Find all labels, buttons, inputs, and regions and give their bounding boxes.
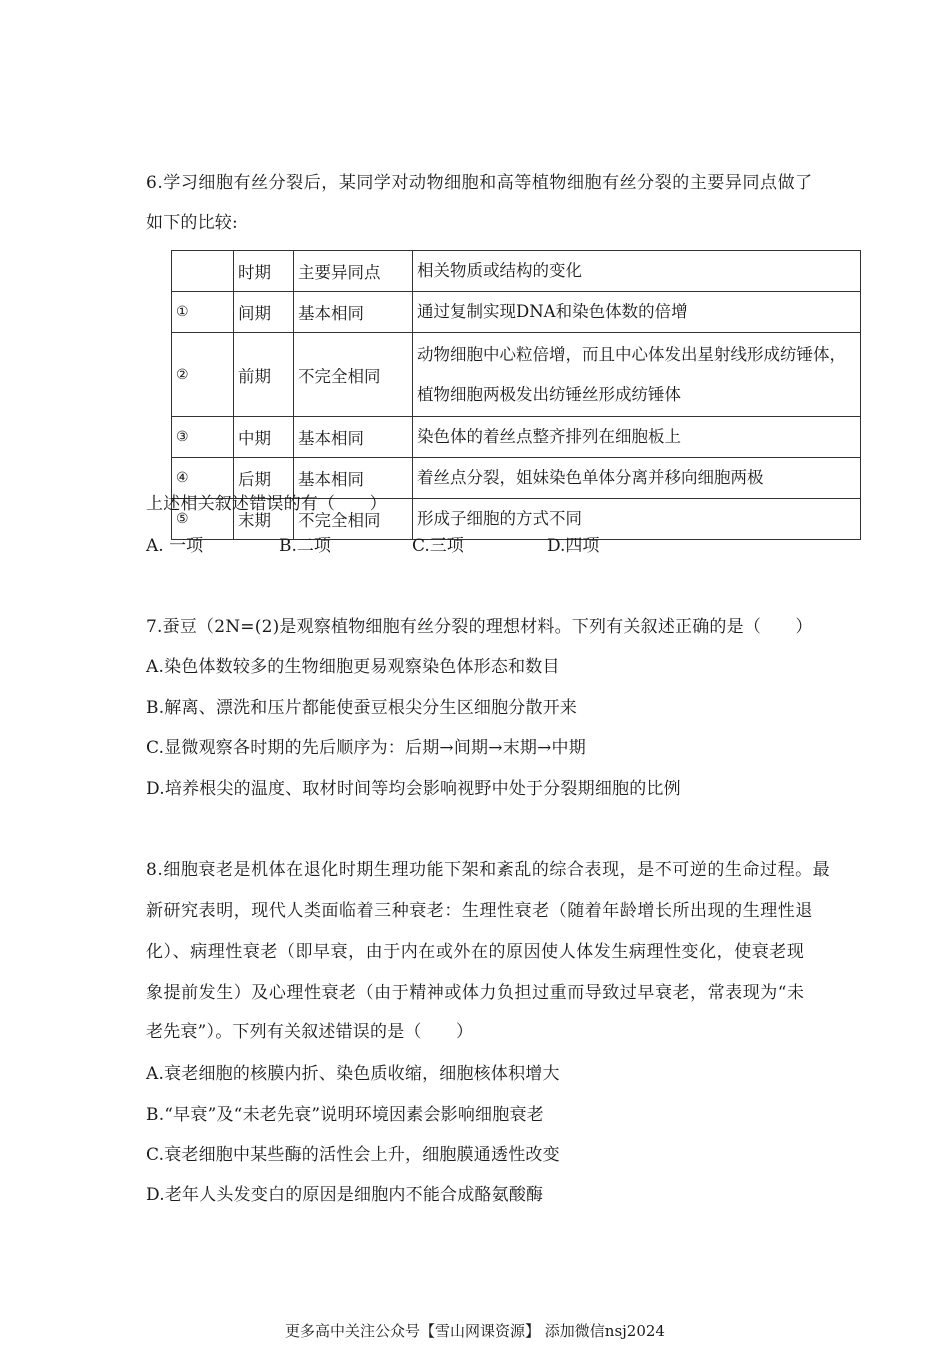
q6-stem-line-2: 如下的比较: [146,213,238,233]
row-change: 形成子细胞的方式不同 [413,499,861,540]
row-period: 间期 [234,292,294,333]
table-header-cell: 相关物质或结构的变化 [413,251,861,292]
q8-option-c: C.衰老细胞中某些酶的活性会上升，细胞膜通透性改变 [146,1145,560,1165]
table-row [172,292,861,333]
q8-option-d: D.老年人头发变白的原因是细胞内不能合成酪氨酸酶 [146,1185,544,1205]
row-change: 染色体的着丝点整齐排列在细胞板上 [413,417,861,458]
table-row [172,333,861,417]
q6-option-d: D.四项 [547,536,600,556]
row-period: 前期 [234,333,294,417]
table-header-cell: 时期 [234,251,294,292]
table-header-row [172,251,861,292]
q7-option-b: B.解离、漂洗和压片都能使蚕豆根尖分生区细胞分散开来 [146,698,578,718]
row-difference: 基本相同 [294,292,413,333]
q8-stem-line-5: 老先衰”）。下列有关叙述错误的是（ ） [146,1022,474,1042]
table-header-cell: 主要异同点 [294,251,413,292]
q7-option-d: D.培养根尖的温度、取材时间等均会影响视野中处于分裂期细胞的比例 [146,779,681,799]
q8-stem-line-4: 象提前发生）及心理性衰老（由于精神或体力负担过重而导致过早衰老，常表现为“未 [146,983,805,1003]
row-change: 动物细胞中心粒倍增，而且中心体发出星射线形成纺锤体，植物细胞两极发出纺锤丝形成纺锤体 [413,333,861,417]
row-number: ⑤ [172,499,234,540]
row-change: 通过复制实现DNA和染色体数的倍增 [413,292,861,333]
table-header-cell [172,251,234,292]
q7-option-c: C.显微观察各时期的先后顺序为：后期→间期→末期→中期 [146,738,586,758]
row-period: 中期 [234,417,294,458]
row-period: 后期 [234,458,294,499]
q7-option-a: A.染色体数较多的生物细胞更易观察染色体形态和数目 [146,657,560,677]
q6-stem-line-1: 6.学习细胞有丝分裂后，某同学对动物细胞和高等植物细胞有丝分裂的主要异同点做了 [146,173,813,193]
row-difference: 不完全相同 [294,333,413,417]
q8-option-b: B.“早衰”及“未老先衰”说明环境因素会影响细胞衰老 [146,1105,544,1125]
row-change: 着丝点分裂，姐妹染色单体分离并移向细胞两极 [413,458,861,499]
table-row [172,417,861,458]
page-footer: 更多高中关注公众号【雪山网课资源】 添加微信nsj2024 [285,1322,665,1340]
q8-option-a: A.衰老细胞的核膜内折、染色质收缩，细胞核体积增大 [146,1064,560,1084]
q8-stem-line-1: 8.细胞衰老是机体在退化时期生理功能下架和紊乱的综合表现，是不可逆的生命过程。最 [146,860,831,880]
q6-option-b: B.二项 [279,536,331,556]
row-difference: 不完全相同 [294,499,413,540]
row-difference: 基本相同 [294,458,413,499]
row-number: ③ [172,417,234,458]
row-number: ① [172,292,234,333]
row-difference: 基本相同 [294,417,413,458]
q6-option-a: A. 一项 [146,536,204,556]
row-number: ④ [172,458,234,499]
q8-stem-line-3: 化）、病理性衰老（即早衰，由于内在或外在的原因使人体发生病理性变化，使衰老现 [146,942,805,962]
q8-stem-line-2: 新研究表明，现代人类面临着三种衰老：生理性衰老（随着年龄增长所出现的生理性退 [146,901,813,921]
q7-stem: 7.蚕豆（2N=(2)是观察植物细胞有丝分裂的理想材料。下列有关叙述正确的是（ ） [146,617,813,637]
row-number: ② [172,333,234,417]
q6-option-c: C.三项 [412,536,464,556]
q6-question: 上述相关叙述错误的有（ ） [146,494,387,514]
row-period: 末期 [234,499,294,540]
